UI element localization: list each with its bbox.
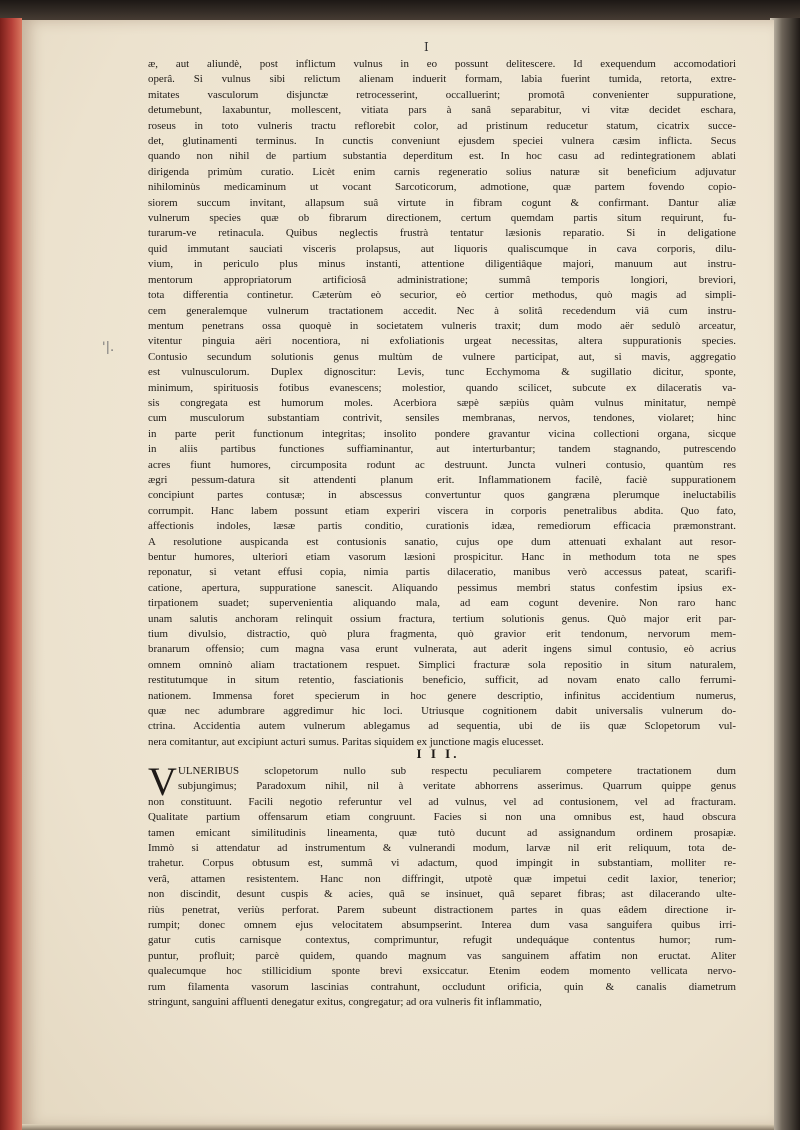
signature-mark: I [424,40,429,54]
text-line: vitentur pinguia aëri nocentiora, ni exfoliationis urgeat necessitas, altera suppurationis species. [148,335,736,348]
text-line: roseus in toto vulneris tractu reflorebit color, ad pristinum reducetur statum, cicatrix succe- [148,119,736,132]
text-line: trahetur. Corpus obtusum est, summâ vi adactum, quod impingit in substantiam, molliter re- [148,857,736,870]
text-line: omnem omninò aliam tractationem respuet. Simplici fracturæ sola repositio in situm naturalem, [148,658,736,671]
text-line: unam salutis anchoram relinquit ossium fractura, tertium solutionis genus. Quò major erit par- [148,612,736,625]
text-line: Qualitate partium offensarum etiam congruunt. Facies si non una omnibus est, haud obscura [148,811,736,824]
text-line: tota differentia continetur. Cæterùm eò securior, eò certior methodus, quò magis ad simpli- [148,289,736,302]
text-line: nihilominùs medicaminum ut vocant Sarcoticorum, admotione, quæ partem fovendo copio- [148,181,736,194]
book-page-edge [770,18,800,1130]
section-heading: I I I. [416,746,460,761]
text-line: vium, in periculo plus minus instanti, attentione diligentiâque majori, manuum aut instru- [148,258,736,271]
text-line: in parte perit functionum integritas; insolito pondere gravantur vicina collectioni organa, sicque [148,427,736,440]
margin-annotation: '|. [102,340,115,355]
text-line: ULNERIBUS sclopetorum nullo sub respectu peculiarem competere tractationem dum [178,765,736,777]
book-binding-edge [0,18,22,1130]
text-line: sis congregata est humorum moles. Acerbiora sæpè sæpiùs quàm vulnus minitatur, nempè [148,396,736,409]
text-line: restitutumque in situm retentio, fasciationis beneficio, sufficit, ad novam enato callo ferrumi- [148,674,736,687]
text-line: Contusio secundum solutionis genus multùm de vulnere participat, aut, si mavis, aggregatio [148,350,736,363]
text-line: reponatur, si vetant effusi copia, nimia partis dilaceratio, manibus verò accessus pateat, scarifi- [148,566,736,579]
text-line: quæ nec adumbrare aggredimur hic loci. Utriusque cognitionem dabit universalis vulnerum do- [148,705,736,718]
text-line: siorem succum invitant, allapsum suâ virtute in fibram cogunt & confirmant. Dantur aliæ [148,196,736,209]
page-bottom-shadow [22,1124,774,1130]
text-line: ægri pessum-datura sit attendenti planum erit. Inflammationem facilè, faciè suppurationem [148,473,736,486]
text-line: concipiunt partes contusæ; in abscessus convertuntur quos gangræna plerumque ineluctabilis [148,489,736,502]
book-top-shadow [0,0,800,22]
text-line: subjungimus; Paradoxum nihil, nil à veritate abhorrens asserimus. Quarrum quippe genus [178,780,736,793]
text-line: quando non nihil de partium substantia deperditum est. In hoc casu ad redintegrationem ablati [148,150,736,163]
text-line: mentum penetrans ossa quoquè in societatem vulneris traxit; dum modo aër sedulò arceatur, [148,319,736,332]
text-line: rum filamenta vasorum lascinias contrahunt, occludunt orificia, quin & canalis diametrum [148,980,736,993]
text-line: turarum-ve retinacula. Quibus neglectis frustrà tentatur læsionis reparatio. Si in deligatione [148,227,736,240]
text-line: puntur, profluit; parcè quidem, quando magnum vas sanguinem affatim non eructat. Aliter [148,949,736,962]
text-line: cem generalemque vulnerum tractationem accedit. Nec à solitâ recedendum viâ cum instru- [148,304,736,317]
text-line: vulnerum species quæ ob fibrarum directionem, certum quemdam partis situm requirunt, fu- [148,212,736,225]
body-text-block-1 [148,57,736,750]
text-line: verâ, attamen resistentem. Hanc non diffringit, utpotè quæ impetui cedit laxior, tenerior; [148,872,736,885]
text-line: mitates vasculorum disjunctæ retrocesserint, occalluerint; promotâ convenienter suppuratione, [148,88,736,101]
text-line: dirigenda primùm curatio. Licèt enim carnis regeneratio solius naturæ sit beneficium adjuvatur [148,165,736,178]
text-line: bentur humores, ulteriori etiam vasorum læsioni prospicitur. Hanc in methodum tota ne spes [148,551,736,563]
text-line: detumebunt, laxabuntur, mollescent, vitiata pars à sanâ separabitur, vi vitæ decidet eschara, [148,104,736,117]
text-line: tium divulsio, distractio, quò plura fragmenta, quò gravior erit tendonum, nervorum mem- [148,628,736,641]
body-text-block-2 [148,759,736,1011]
text-line: gatur cutis carnisque contextus, comprimuntur, refugit undequáque contentus humor; rum- [148,934,736,947]
text-line: det, glutinamenti terminus. In cunctis conveniunt ejusdem speciei vulnera cæsim inflicta. Secus [148,135,736,148]
text-line: acres fiunt humores, circumposita rodunt ac destruunt. Juncta vulneri contusio, quantùm res [148,458,736,471]
text-line: nera comitantur, aut excipiunt acturi sumus. Paritas siquidem ex junctione magis elucesset. [148,735,544,748]
text-line: in aliis partibus functiones suffiaminantur, aut interturbantur; tandem stagnando, putrescendo [148,443,736,456]
text-line: A resolutione auspicanda est contusionis sanatio, cujus ope dum attenuati exhalant aut resor- [148,535,736,548]
text-line: branarum offensio; cum magna vasa erunt vulnerata, aut aderit ingens simul contusio, eò acrius [148,643,736,656]
text-line: non constituunt. Facili negotio referuntur vel ad vulnus, vel ad contusionem, vel ad fracturam. [148,795,736,808]
text-line: qualecumque hoc stillicidium sponte brevi exsiccatur. Etenim eodem momento vellicata nervo- [148,965,736,978]
text-line: est vulnusculorum. Duplex dignoscitur: Levis, tunc Ecchymoma & sugillatio dicitur, sponte, [148,366,736,379]
text-line: nationem. Immensa foret specierum in hoc genere descriptio, infinitus accidentium numerus, [148,689,736,702]
text-line: minimum, spirituosis fotibus evanescens; molestior, quando scilicet, subcute ex dilaceratis va- [148,381,736,394]
text-line: tirpationem suadet; supervenientia aliquando mala, ad eam cogunt devenire. Non raro hanc [148,597,736,610]
text-line: stringunt, sanguini affluenti denegatur exitus, congregatur; ad ora vulneris fit inflammatio, [148,996,542,1009]
text-line: riùs penetrat, veriùs perforat. Parem subeunt distractionem partes in quas eâdem directione ir- [148,903,736,916]
text-line: tamen emicant similitudinis lineamenta, quæ tutò ducunt ad assignandum ordinem prosapiæ. [148,826,736,839]
text-line: catione, apertura, suppuratione sanescit. Aliquando pessimus membri status confestim ipsius ex- [148,581,736,594]
text-line: operâ. Si vulnus sibi relictum alienam induerit formam, labia fuerint tumida, retorta, extre- [148,73,736,86]
text-line: ctrina. Accidentia autem vulnerum ablegamus ad sequentia, ubi de iis quæ Sclopetorum vul- [148,720,736,733]
text-line: cum musculorum substantiam contrivit, sensiles membranas, nervos, tendones, violaret; hinc [148,412,736,425]
text-line: corrumpit. Hanc labem possunt etiam experiri viscera in corporis penetralibus abdita. Quo fato, [148,504,736,517]
text-line: rumpit; donec omnem ejus velocitatem absumpserint. Interea dum vasa sanguifera quibus irri- [148,919,736,932]
text-line: mentorum appropriatorum artificiosâ administratione; summâ temporis longiori, breviori, [148,273,736,286]
text-line: Immò si attendatur ad instrumentum & vulnerandi modum, larvæ nil erit reliquum, tota de- [148,842,736,855]
text-line: quid immutant sauciati visceris prolapsus, aut liquoris qualiscumque in cava corporis, dilu- [148,242,736,255]
text-line: affectionis indoles, læsæ partis conditio, curationis idæa, remediorum efficacia præmonstrant. [148,520,736,533]
drop-capital: V [148,759,177,804]
text-line: non discindit, desunt cuspis & acies, quâ se insinuet, quâ separet fibras; ast dilacerando ulte- [148,888,736,901]
text-line: æ, aut aliundè, post inflictum vulnus in eo possunt delitescere. Id exequendum accomodatiori [148,58,736,70]
